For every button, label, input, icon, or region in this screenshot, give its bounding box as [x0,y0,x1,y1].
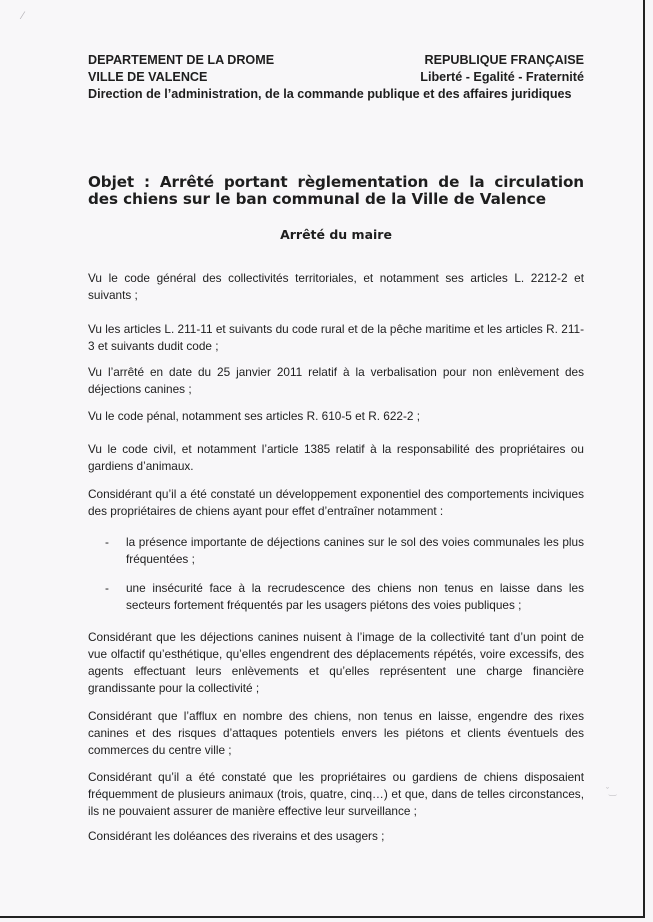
paragraph-vu-code-rural: Vu les articles L. 211-11 et suivants du code rural et de la pêche maritime et les articles R. 211-3 et suivants dudit code ; [88,322,584,353]
city-name: VILLE DE VALENCE [88,70,208,84]
paragraph-considerant-afflux: Considérant que l’afflux en nombre des chiens, non tenus en laisse, engendre des rixes canines et des risques d’attaques potentiels envers les piétons et clients éventuels des commerces du centre ville ; [88,709,584,757]
bullet-dejections: la présence importante de déjections canines sur le sol des voies communales les plus fréquentées ; [126,535,584,566]
header-row-2 [88,69,584,86]
republic-name: REPUBLIQUE FRANÇAISE [424,53,584,67]
direction-name: Direction de l’administration, de la commande publique et des affaires juridiques [88,87,572,101]
paragraph-considerant-doleances: Considérant les doléances des riverains et des usagers ; [88,829,385,843]
document-subject: Objet : Arrêté portant règlementation de la circulation des chiens sur le ban communal de la Ville de Valence [88,173,584,208]
paragraph-vu-arrete: Vu l’arrêté en date du 25 janvier 2011 relatif à la verbalisation pour non enlèvement des déjections canines ; [88,365,584,396]
department-name: DEPARTEMENT DE LA DROME [88,53,275,67]
list-item: - la présence importante de déjections canines sur le sol des voies communales les plus fréquentées ; [105,535,584,566]
bullet-insecurite: une insécurité face à la recrudescence des chiens non tenus en laisse dans les secteurs fortement fréquentés par les usagers piétons des voies publiques ; [126,581,584,612]
paragraph-vu-code-civil: Vu le code civil, et notamment l’article 1385 relatif à la responsabilité des propriétaires ou gardiens d’animaux. [88,442,584,473]
list-item: - une insécurité face à la recrudescence des chiens non tenus en laisse dans les secteurs fortement fréquentés par les usagers piétons des voies publiques ; [105,581,584,612]
scan-speck: ˇ‿ [606,786,617,796]
paragraph-considerant-dejections: Considérant que les déjections canines nuisent à l’image de la collectivité tant d’un point de vue olfactif qu’esthétique, qu’elles engendrent des déplacements répétés, voire excessifs, des agents effectuant leurs enlèvements et qu’elles représentent une charge financière grandissante pour la collectivité ; [88,630,584,695]
paragraph-considerant-plusieurs-animaux: Considérant qu’il a été constaté que les propriétaires ou gardiens de chiens disposaient fréquemment de plusieurs animaux (trois, quatre, cinq…) et que, dans de telles circonstances, ils ne pouvaient assurer de manière effective leur surveillance ; [88,770,584,818]
paragraph-vu-code-penal: Vu le code pénal, notamment ses articles R. 610-5 et R. 622-2 ; [88,409,421,423]
header-row-1 [88,52,584,69]
decree-title: Arrêté du maire [280,227,392,242]
document-header [88,52,584,103]
scan-speck: ⁄ [22,10,24,22]
paragraph-considerant-incivisme: Considérant qu’il a été constaté un développement exponentiel des comportements inciviques des propriétaires de chiens ayant pour effet d’entraîner notamment : [88,487,584,518]
republic-motto: Liberté - Egalité - Fraternité [420,70,584,84]
paragraph-vu-cgct: Vu le code général des collectivités territoriales, et notamment ses articles L. 2212-2 et suivants ; [88,271,584,302]
